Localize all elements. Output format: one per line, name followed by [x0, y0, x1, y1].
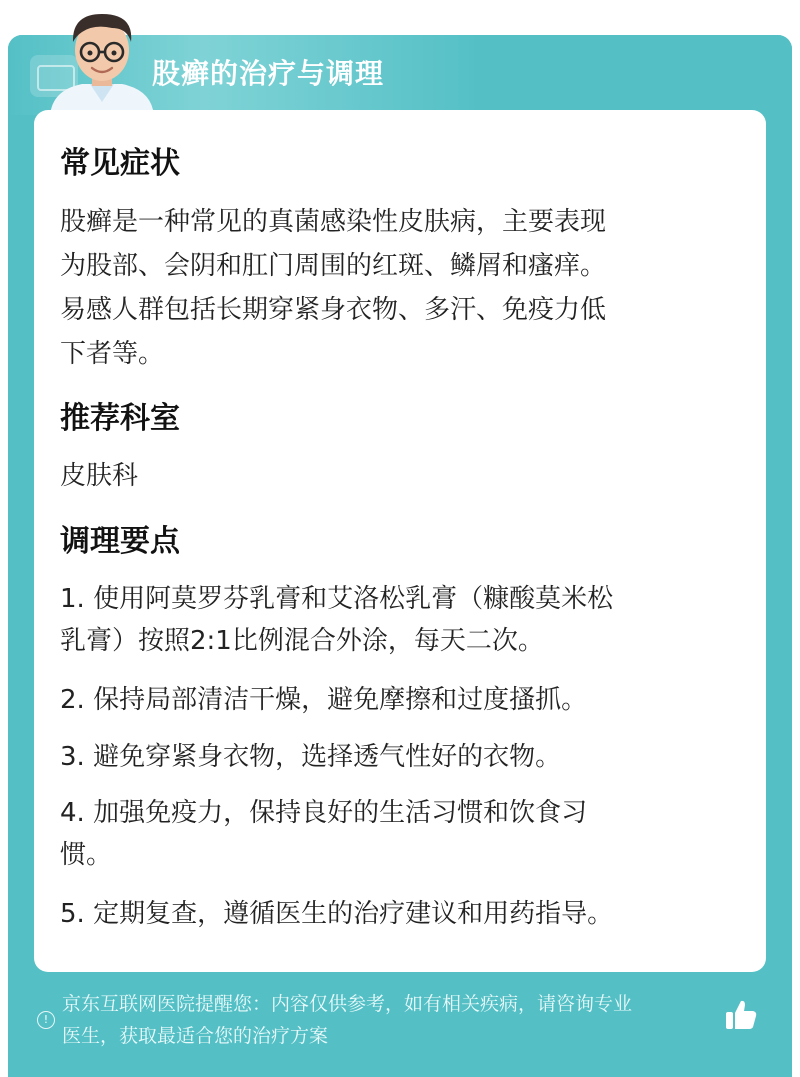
list-item-line: 2. 保持局部清洁干燥，避免摩擦和过度搔抓。 — [60, 685, 588, 715]
symptoms-heading: 常见症状 — [60, 146, 180, 181]
symptoms-line: 为股部、会阴和肛门周围的红斑、鳞屑和瘙痒。 — [60, 251, 607, 281]
doctor-avatar-icon — [42, 6, 162, 116]
symptoms-line: 股癣是一种常见的真菌感染性皮肤病，主要表现 — [60, 207, 607, 237]
list-item — [60, 679, 732, 721]
disclaimer-line: 医生，获取最适合您的治疗方案 — [62, 1025, 329, 1047]
list-item-line: 3. 避免穿紧身衣物，选择透气性好的衣物。 — [60, 742, 562, 772]
list-item-line: 1. 使用阿莫罗芬乳膏和艾洛松乳膏（糠酸莫米松 — [60, 584, 614, 614]
content-card — [34, 110, 766, 972]
list-item — [60, 893, 732, 935]
disclaimer-line: 京东互联网医院提醒您：内容仅供参考，如有相关疾病，请咨询专业 — [62, 993, 633, 1015]
list-item — [60, 792, 732, 876]
symptoms-line: 易感人群包括长期穿紧身衣物、多汗、免疫力低 — [60, 295, 607, 325]
list-item — [60, 736, 732, 778]
info-icon: ! — [37, 1011, 55, 1029]
symptoms-line: 下者等。 — [60, 339, 165, 369]
department-value: 皮肤科 — [60, 461, 139, 491]
list-item-line: 乳膏）按照2:1比例混合外涂，每天二次。 — [60, 626, 544, 656]
symptoms-text — [60, 200, 732, 376]
list-item-line: 4. 加强免疫力，保持良好的生活习惯和饮食习 — [60, 798, 588, 828]
care-heading: 调理要点 — [60, 524, 180, 559]
thumbs-up-icon[interactable] — [722, 996, 760, 1034]
list-item-line: 惯。 — [60, 840, 113, 870]
list-item-line: 5. 定期复查，遵循医生的治疗建议和用药指导。 — [60, 899, 614, 929]
department-heading: 推荐科室 — [60, 401, 180, 436]
page-title: 股癣的治疗与调理 — [152, 57, 385, 90]
list-item — [60, 578, 732, 662]
disclaimer-text — [62, 988, 727, 1052]
